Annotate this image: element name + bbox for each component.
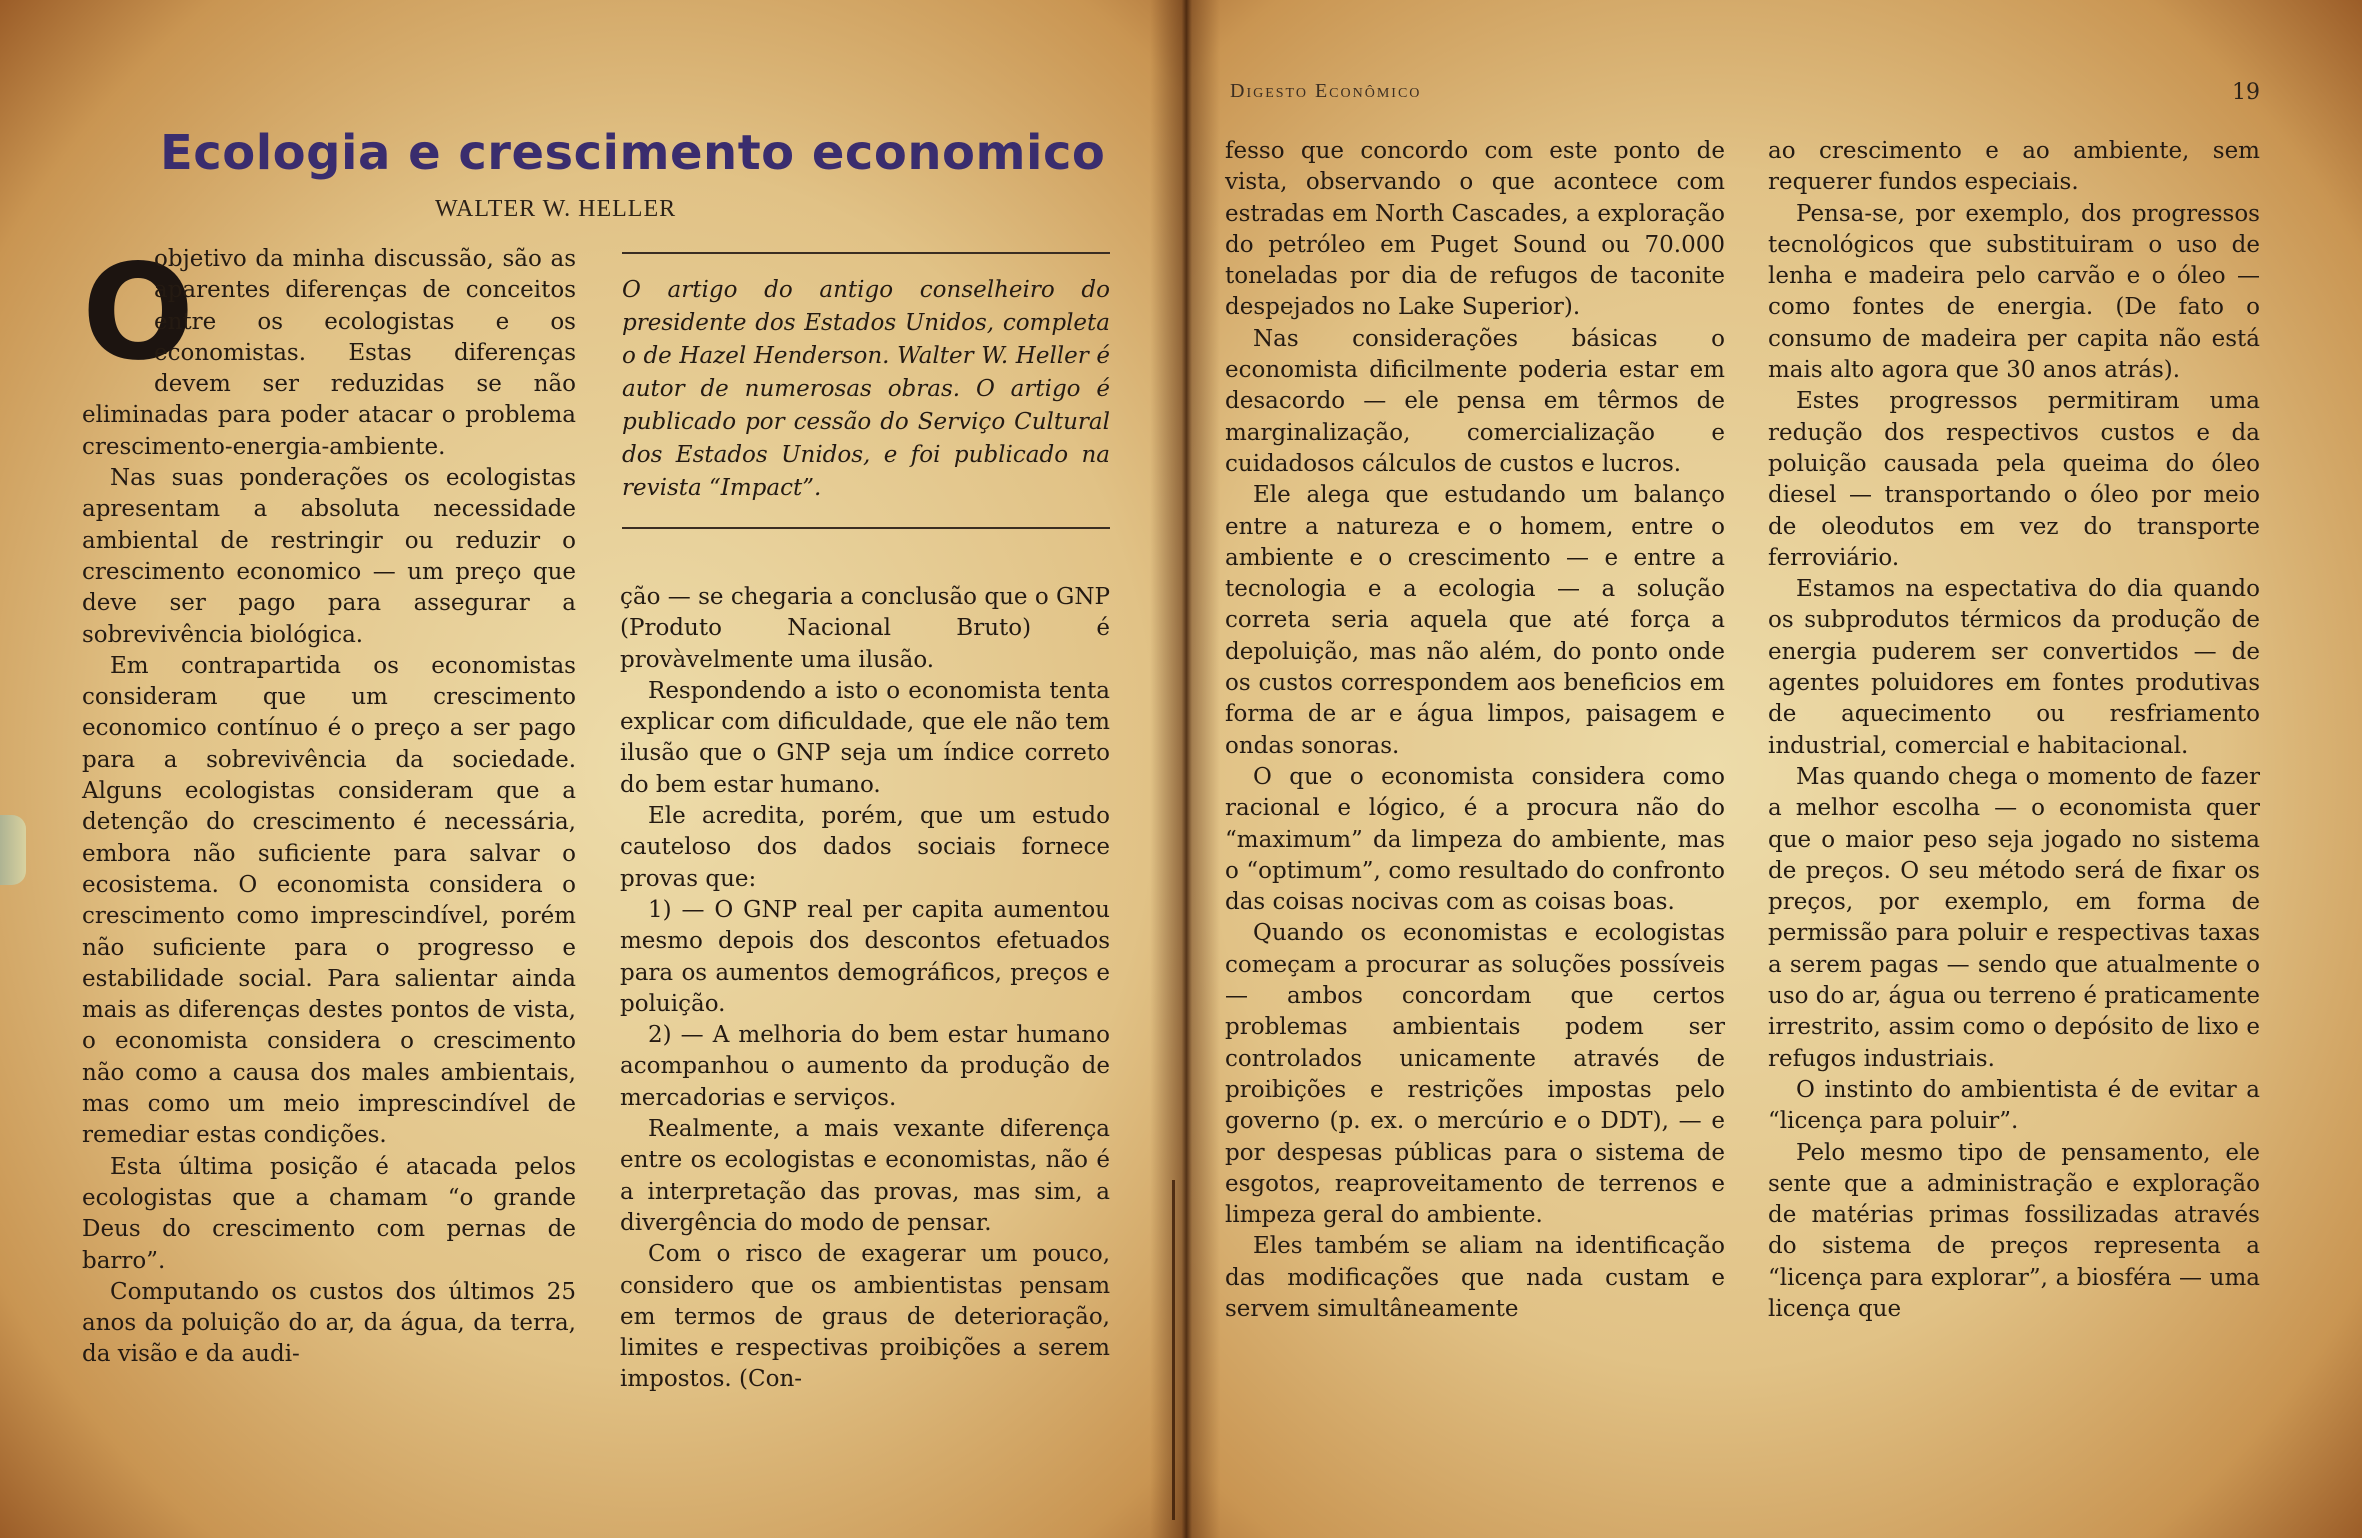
- paragraph: Estamos na espectativa do dia quando os subprodutos térmicos da produção de energia puderem ser convertidos — de agentes poluidores em fontes produtivas de aquecimento ou resfriamento industrial, comercial e habitacional.: [1768, 576, 2260, 759]
- paragraph: objetivo da minha discussão, são as aparentes diferenças de conceitos entre os ecologistas e os economistas. Estas diferenças devem ser reduzidas se não eliminadas para poder atacar o problema crescimento-energia-ambiente.: [82, 246, 576, 460]
- drop-cap: O: [82, 236, 195, 390]
- running-head: Digesto Econômico: [1230, 80, 1422, 102]
- page-number: 19: [2232, 80, 2260, 105]
- paragraph: fesso que concordo com este ponto de vista, observando o que acontece com estradas em North Cascades, a exploração do petróleo em Puget Sound ou 70.000 toneladas por dia de refugos de taconite despejados no Lake Superior).: [1225, 138, 1725, 321]
- article-title: Ecologia e crescimento economico: [160, 125, 1106, 181]
- spine-crack: [1172, 1180, 1175, 1520]
- paragraph: Respondendo a isto o economista tenta explicar com dificuldade, que ele não tem ilusão que o GNP seja um índice correto do bem estar humano.: [620, 677, 1110, 798]
- paragraph: ao crescimento e ao ambiente, sem requerer fundos especiais.: [1768, 138, 2260, 196]
- paragraph: Ele alega que estudando um balanço entre a natureza e o homem, entre o ambiente e o crescimento — e entre a tecnologia e a ecologia — a solução correta seria aquela que até força a depoluição, mas não além, do ponto onde os custos correspondem aos beneficios em forma de ar e água limpos, paisagem e ondas sonoras.: [1225, 482, 1725, 759]
- paragraph: Esta última posição é atacada pelos ecologistas que a chamam “o grande Deus do crescimento com pernas de barro”.: [82, 1153, 576, 1274]
- paragraph: Nas considerações básicas o economista dificilmente poderia estar em desacordo — ele pensa em têrmos de marginalização, comercialização e cuidadosos cálculos de custos e lucros.: [1225, 325, 1725, 477]
- paragraph: Pensa-se, por exemplo, dos progressos tecnológicos que substituiram o uso de lenha e madeira pelo carvão e o óleo — como fontes de energia. (De fato o consumo de madeira per capita não está mais alto agora que 30 anos atrás).: [1768, 200, 2260, 384]
- paragraph: Nas suas ponderações os ecologistas apresentam a absoluta necessidade ambiental de restringir ou reduzir o crescimento economico — um preço que deve ser pago para assegurar a sobrevivência biológica.: [82, 465, 576, 648]
- paragraph: 2) — A melhoria do bem estar humano acompanhou o aumento da produção de mercadorias e serviços.: [620, 1022, 1110, 1111]
- paragraph: Computando os custos dos últimos 25 anos da poluição do ar, da água, da terra, da visão e da audi-: [82, 1278, 576, 1368]
- article-author: WALTER W. HELLER: [435, 196, 677, 222]
- paragraph: Pelo mesmo tipo de pensamento, ele sente que a administração e exploração de matérias primas fossilizadas através do sistema de preços representa a “licença para explorar”, a biosféra — uma licença que: [1768, 1139, 2260, 1322]
- paragraph: O instinto do ambientista é de evitar a “licença para poluir”.: [1768, 1076, 2260, 1135]
- paragraph: Ele acredita, porém, que um estudo cauteloso dos dados sociais fornece provas que:: [620, 803, 1110, 892]
- left-page: [0, 0, 1180, 1538]
- column-3: [1225, 136, 1725, 1325]
- paragraph: Eles também se aliam na identificação das modificações que nada custam e servem simultâneamente: [1225, 1233, 1725, 1322]
- column-2: [620, 582, 1110, 1396]
- editor-note-box: O artigo do antigo conselheiro do presidente dos Estados Unidos, completa o de Hazel Henderson. Walter W. Heller é autor de numerosas obras. O artigo é publicado por cessão do Serviço Cultural dos Estados Unidos, e foi publicado na revista “Impact”.: [622, 252, 1110, 529]
- page-edge-tab: [0, 815, 26, 885]
- paragraph: ção — se chegaria a conclusão que o GNP (Produto Nacional Bruto) é provàvelmente uma ilusão.: [620, 584, 1110, 673]
- paragraph: Com o risco de exagerar um pouco, considero que os ambientistas pensam em termos de graus de deterioração, limites e respectivas proibições a serem impostos. (Con-: [620, 1241, 1110, 1393]
- paragraph: Mas quando chega o momento de fazer a melhor escolha — o economista quer que o maior peso seja jogado no sistema de preços. O seu método será de fixar os preços, por exemplo, em forma de permissão para poluir e respectivas taxas a serem pagas — sendo que atualmente o uso do ar, água ou terreno é praticamente irrestrito, assim como o depósito de lixo e refugos industriais.: [1768, 763, 2260, 1072]
- column-4: [1768, 136, 2260, 1325]
- paragraph: 1) — O GNP real per capita aumentou mesmo depois dos descontos efetuados para os aumentos demográficos, preços e poluição.: [620, 896, 1110, 1017]
- paragraph: O que o economista considera como racional e lógico, é a procura não do “maximum” da limpeza do ambiente, mas o “optimum”, como resultado do confronto das coisas nocivas com as coisas boas.: [1225, 763, 1725, 916]
- paragraph: Quando os economistas e ecologistas começam a procurar as soluções possíveis — ambos concordam que certos problemas ambientais podem ser controlados unicamente através de proibições e restrições impostas pelo governo (p. ex. o mercúrio e o DDT), — e por despesas públicas para o sistema de esgotos, reaproveitamento de terrenos e limpeza geral do ambiente.: [1225, 920, 1725, 1229]
- paragraph: Realmente, a mais vexante diferença entre os ecologistas e economistas, não é a interpretação das provas, mas sim, a divergência do modo de pensar.: [620, 1116, 1110, 1236]
- paragraph: Estes progressos permitiram uma redução dos respectivos custos e da poluição causada pela queima do óleo diesel — transportando o óleo por meio de oleodutos em vez do transporte ferroviário.: [1768, 388, 2260, 571]
- column-1: [82, 236, 576, 1371]
- paragraph: Em contrapartida os economistas consideram que um crescimento economico contínuo é o preço a ser pago para a sobrevivência da sociedade. Alguns ecologistas consideram que a detenção do crescimento é necessária, embora não suficiente para salvar o ecosistema. O economista considera o crescimento como imprescindível, porém não suficiente para o progresso e estabilidade social. Para salientar ainda mais as diferenças destes pontos de vista, o economista considera o crescimento não como a causa dos males ambientais, mas como um meio imprescindível de remediar estas condições.: [82, 652, 576, 1149]
